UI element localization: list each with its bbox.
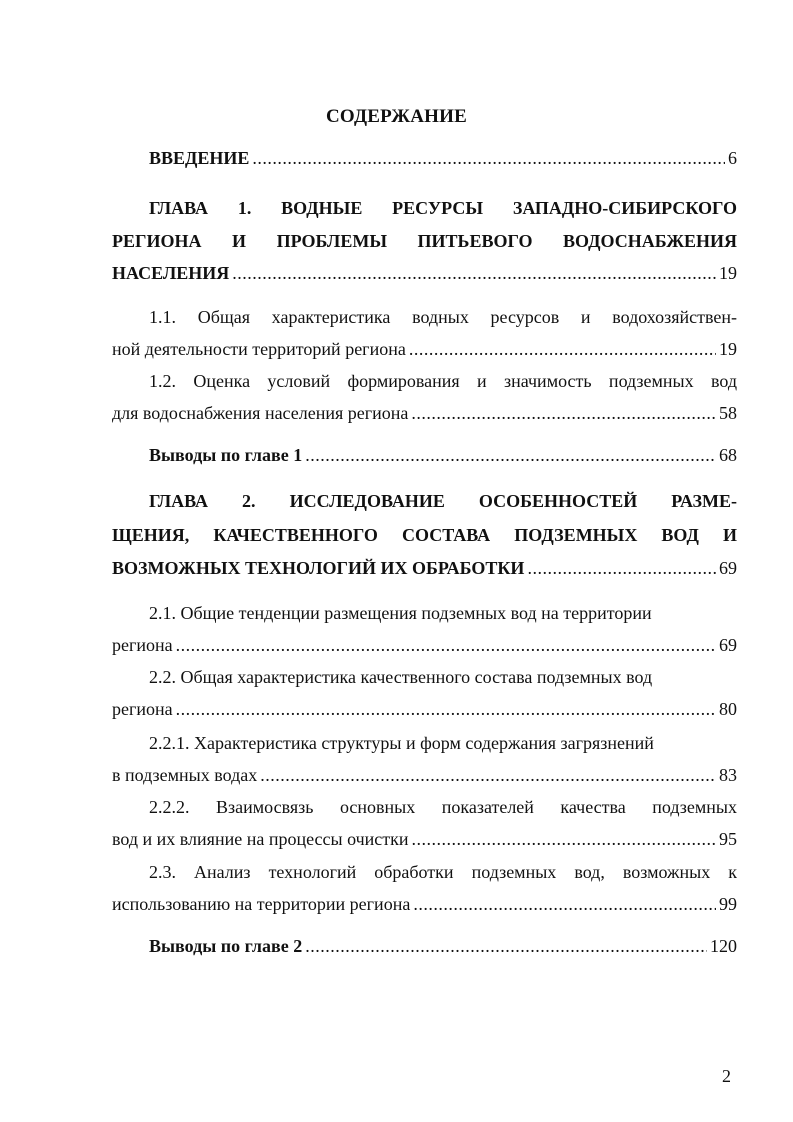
toc-entry-text: Выводы по главе 1 [149,445,303,465]
section-2-1-line-1: 2.1. Общие тенденции размещения подземных вод на территории [149,603,652,623]
toc-entry-text: региона [112,699,173,719]
dot-leader [176,633,716,657]
toc-entry-text: региона [112,635,173,655]
toc-entry-section-2-3 [112,892,737,916]
toc-page-number: 99 [719,894,737,914]
toc-entry-text: ВОЗМОЖНЫХ ТЕХНОЛОГИЙ ИХ ОБРАБОТКИ [112,558,525,578]
toc-entry-section-2-2-1 [112,763,737,787]
toc-entry-text: ной деятельности территорий региона [112,339,406,359]
toc-entry-text: Выводы по главе 2 [149,936,303,956]
toc-page-number: 6 [728,148,737,168]
toc-entry-conclusions-1 [149,443,737,467]
section-2-3-line-1: 2.3. Анализ технологий обработки подземных вод, возможных к [149,862,737,882]
dot-leader [176,697,716,721]
dot-leader [305,934,707,958]
toc-page-number: 19 [719,339,737,359]
page-title: СОДЕРЖАНИЕ [326,106,467,127]
toc-page-number: 120 [710,936,737,956]
toc-page-number: 69 [719,558,737,578]
section-1-1-line-1: 1.1. Общая характеристика водных ресурсов и водохозяйствен- [149,307,737,327]
page-number: 2 [722,1066,731,1086]
toc-entry-section-2-1 [112,633,737,657]
toc-entry-conclusions-2 [149,934,737,958]
toc-entry-text: использованию на территории региона [112,894,411,914]
toc-entry-text: для водоснабжения населения региона [112,403,409,423]
chapter-1-line-2: РЕГИОНА И ПРОБЛЕМЫ ПИТЬЕВОГО ВОДОСНАБЖЕНИЯ [112,231,737,251]
dot-leader [409,337,716,361]
toc-page-number: 69 [719,635,737,655]
dot-leader [252,146,725,170]
chapter-2-line-1: ГЛАВА 2. ИССЛЕДОВАНИЕ ОСОБЕННОСТЕЙ РАЗМЕ- [149,491,737,511]
dot-leader [305,443,716,467]
toc-page-number: 68 [719,445,737,465]
toc-entry-section-1-2 [112,401,737,425]
dot-leader [411,401,716,425]
dot-leader [260,763,716,787]
toc-entry-chapter-1 [112,261,737,285]
toc-page-number: 95 [719,829,737,849]
toc-entry-text: вод и их влияние на процессы очистки [112,829,409,849]
section-2-2-2-line-1: 2.2.2. Взаимосвязь основных показателей качества подземных [149,797,737,817]
section-2-2-line-1: 2.2. Общая характеристика качественного состава подземных вод [149,667,653,687]
toc-page-number: 83 [719,765,737,785]
chapter-2-line-2: ЩЕНИЯ, КАЧЕСТВЕННОГО СОСТАВА ПОДЗЕМНЫХ ВОД И [112,525,737,545]
dot-leader [527,556,716,580]
dot-leader [412,827,716,851]
toc-entry-section-2-2-2 [112,827,737,851]
chapter-1-line-1: ГЛАВА 1. ВОДНЫЕ РЕСУРСЫ ЗАПАДНО-СИБИРСКОГО [149,198,737,218]
toc-entry-chapter-2 [112,556,737,580]
toc-entry-text: ВВЕДЕНИЕ [149,148,250,168]
toc-entry-text: в подземных водах [112,765,258,785]
section-1-2-line-1: 1.2. Оценка условий формирования и значимость подземных вод [149,371,737,391]
dot-leader [413,892,716,916]
toc-entry-section-1-1 [112,337,737,361]
toc-page-number: 19 [719,263,737,283]
toc-entry-text: НАСЕЛЕНИЯ [112,263,230,283]
dot-leader [232,261,716,285]
toc-page-number: 80 [719,699,737,719]
section-2-2-1-line-1: 2.2.1. Характеристика структуры и форм содержания загрязнений [149,733,654,753]
toc-entry-intro [149,146,737,170]
toc-page-number: 58 [719,403,737,423]
toc-entry-section-2-2 [112,697,737,721]
